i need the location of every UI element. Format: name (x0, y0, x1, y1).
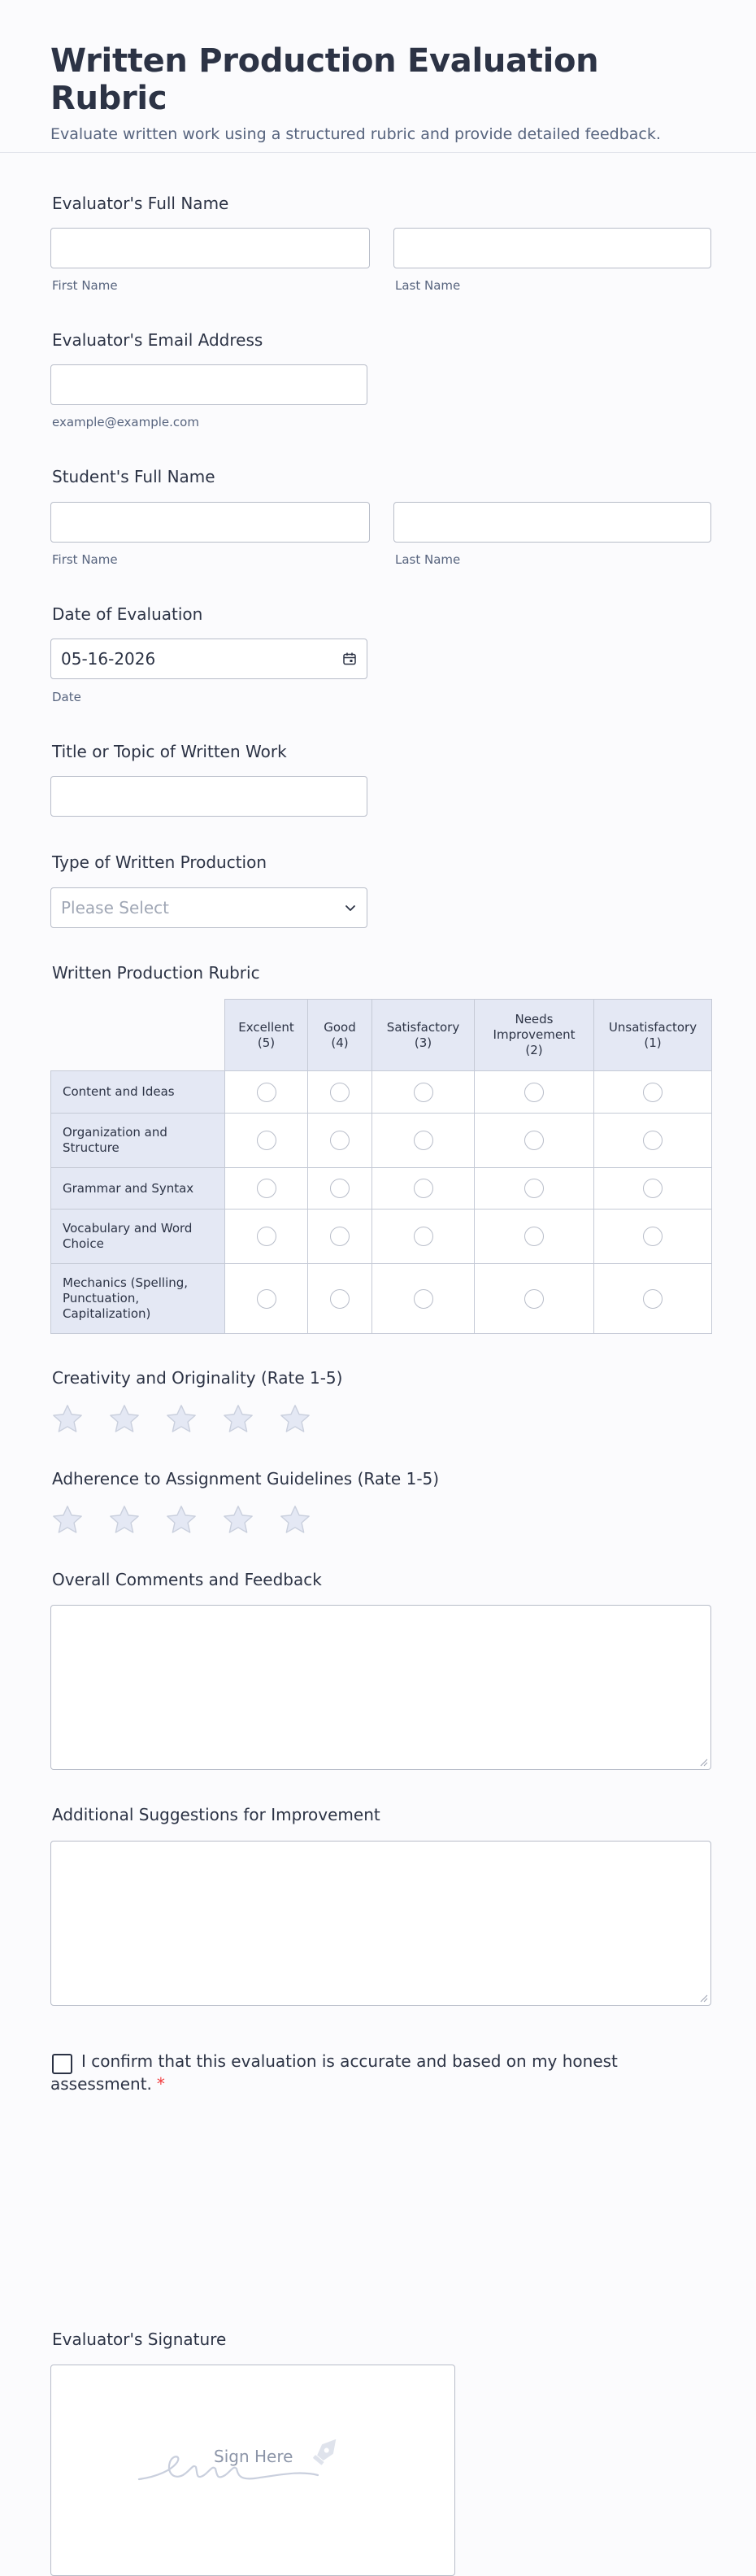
chevron-down-icon (344, 901, 357, 914)
page-subtitle: Evaluate written work using a structured rubric and provide detailed feedback. (50, 125, 661, 143)
rubric-radio[interactable] (330, 1131, 350, 1150)
rubric-radio[interactable] (643, 1083, 663, 1102)
evaluator-first-name-input[interactable] (50, 228, 370, 268)
required-mark: * (156, 2074, 165, 2094)
student-name-label: Student's Full Name (52, 467, 215, 486)
creativity-label: Creativity and Originality (Rate 1-5) (52, 1368, 343, 1388)
evaluator-last-name-sublabel: Last Name (395, 278, 461, 293)
creativity-star-rating (50, 1402, 312, 1436)
resize-grip-icon[interactable] (698, 1757, 708, 1767)
comments-label: Overall Comments and Feedback (52, 1570, 322, 1589)
form-header (0, 0, 756, 153)
evaluator-last-name-input[interactable] (393, 228, 711, 268)
rubric-radio[interactable] (330, 1179, 350, 1198)
rubric-row (51, 1114, 712, 1168)
evaluator-email-input[interactable] (50, 364, 367, 405)
rubric-radio[interactable] (524, 1227, 544, 1246)
rubric-radio[interactable] (257, 1289, 276, 1309)
rubric-radio[interactable] (524, 1131, 544, 1150)
page-title: Written Production Evaluation Rubric (50, 42, 599, 117)
production-type-label: Type of Written Production (52, 852, 267, 872)
signature-placeholder: Sign Here (214, 2447, 293, 2466)
rubric-col-header: Needs Improvement (2) (475, 1000, 594, 1071)
evaluator-name-label: Evaluator's Full Name (52, 194, 229, 213)
suggestions-textarea[interactable] (50, 1841, 711, 2006)
rubric-row-label: Mechanics (Spelling, Punctuation, Capitalization) (51, 1264, 225, 1334)
rubric-radio[interactable] (330, 1227, 350, 1246)
rubric-radio[interactable] (257, 1227, 276, 1246)
rubric-row (51, 1168, 712, 1210)
date-sublabel: Date (52, 690, 81, 704)
production-type-select[interactable] (50, 887, 367, 928)
star-icon[interactable] (164, 1503, 198, 1537)
rubric-radio[interactable] (330, 1083, 350, 1102)
rubric-row-label: Grammar and Syntax (51, 1168, 225, 1210)
rubric-radio[interactable] (524, 1083, 544, 1102)
rubric-corner (51, 1000, 225, 1071)
rubric-row (51, 1071, 712, 1114)
rubric-radio[interactable] (643, 1289, 663, 1309)
star-icon[interactable] (278, 1503, 312, 1537)
signature-pad[interactable] (50, 2365, 455, 2576)
student-last-name-input[interactable] (393, 502, 711, 543)
adherence-label: Adherence to Assignment Guidelines (Rate 1-5) (52, 1469, 440, 1489)
title-topic-label: Title or Topic of Written Work (52, 742, 287, 761)
resize-grip-icon[interactable] (698, 1993, 708, 2003)
star-icon[interactable] (107, 1503, 141, 1537)
rubric-radio[interactable] (257, 1131, 276, 1150)
rubric-radio[interactable] (257, 1083, 276, 1102)
rubric-radio[interactable] (414, 1289, 433, 1309)
student-first-name-input[interactable] (50, 502, 370, 543)
rubric-radio[interactable] (524, 1179, 544, 1198)
star-icon[interactable] (50, 1402, 85, 1436)
suggestions-label: Additional Suggestions for Improvement (52, 1805, 380, 1824)
star-icon[interactable] (221, 1503, 255, 1537)
rubric-radio[interactable] (414, 1083, 433, 1102)
student-first-name-sublabel: First Name (52, 552, 118, 567)
calendar-icon[interactable] (342, 652, 357, 666)
evaluator-email-label: Evaluator's Email Address (52, 330, 263, 350)
rubric-radio[interactable] (524, 1289, 544, 1309)
date-input[interactable] (50, 639, 367, 679)
star-icon[interactable] (164, 1402, 198, 1436)
rubric-radio[interactable] (257, 1179, 276, 1198)
confirm-text: I confirm that this evaluation is accurate and based on my honest assessment. (50, 2051, 618, 2094)
star-icon[interactable] (107, 1402, 141, 1436)
rubric-radio[interactable] (414, 1131, 433, 1150)
rubric-col-header: Satisfactory (3) (372, 1000, 475, 1071)
rubric-radio[interactable] (414, 1227, 433, 1246)
rubric-row-label: Vocabulary and Word Choice (51, 1210, 225, 1264)
rubric-col-header: Good (4) (308, 1000, 372, 1071)
star-icon[interactable] (278, 1402, 312, 1436)
date-value: 05-16-2026 (61, 649, 156, 669)
title-topic-input[interactable] (50, 776, 367, 817)
evaluator-email-sublabel: example@example.com (52, 415, 199, 429)
evaluator-first-name-sublabel: First Name (52, 278, 118, 293)
rubric-col-header: Excellent (5) (225, 1000, 308, 1071)
adherence-star-rating (50, 1503, 312, 1537)
star-icon[interactable] (221, 1402, 255, 1436)
rubric-col-header: Unsatisfactory (1) (594, 1000, 712, 1071)
production-type-selected: Please Select (61, 898, 169, 918)
comments-textarea[interactable] (50, 1605, 711, 1770)
rubric-radio[interactable] (643, 1227, 663, 1246)
rubric-radio[interactable] (643, 1131, 663, 1150)
rubric-radio[interactable] (414, 1179, 433, 1198)
star-icon[interactable] (50, 1503, 85, 1537)
rubric-row (51, 1210, 712, 1264)
rubric-radio[interactable] (330, 1289, 350, 1309)
signature-label: Evaluator's Signature (52, 2330, 227, 2349)
rubric-label: Written Production Rubric (52, 963, 260, 983)
confirm-label (50, 2050, 668, 2095)
date-label: Date of Evaluation (52, 604, 203, 624)
rubric-row-label: Content and Ideas (51, 1071, 225, 1114)
rubric-radio[interactable] (643, 1179, 663, 1198)
rubric-table (50, 999, 712, 1334)
rubric-row-label: Organization and Structure (51, 1114, 225, 1168)
student-last-name-sublabel: Last Name (395, 552, 461, 567)
rubric-row (51, 1264, 712, 1334)
